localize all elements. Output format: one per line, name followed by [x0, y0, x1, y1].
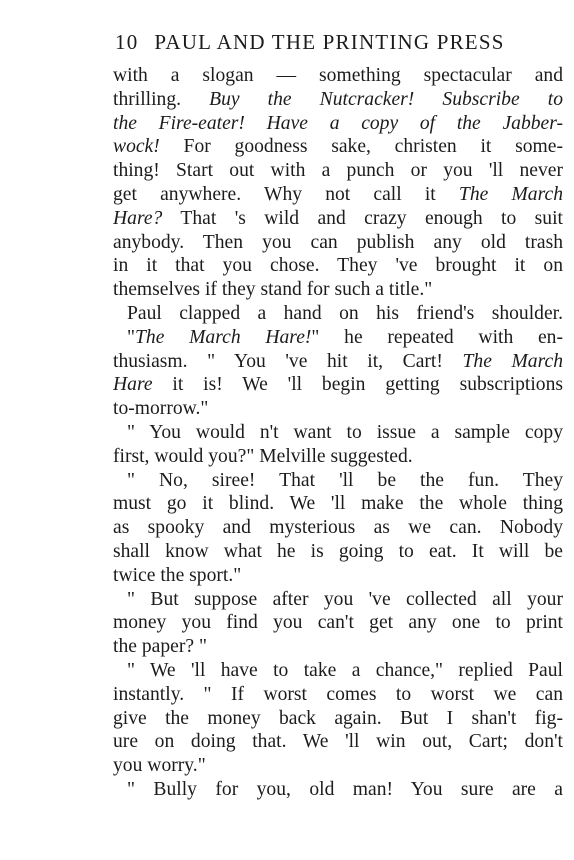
- text-line: [113, 635, 563, 659]
- page-number: 10: [115, 30, 139, 54]
- running-header: [115, 30, 565, 55]
- text-span: " No, siree! That 'll be the fun. They: [127, 469, 563, 491]
- text-line: [113, 421, 563, 445]
- text-line: [113, 754, 563, 778]
- text-span: to-morrow.": [113, 398, 209, 420]
- italic-text: Hare?: [113, 207, 163, 229]
- text-span: the paper? ": [113, 636, 207, 658]
- italic-text: the Fire-eater! Have a copy of the Jabber-: [113, 112, 563, 134]
- text-span: " We 'll have to take a chance," replied Paul: [127, 659, 563, 681]
- text-line: [113, 231, 563, 255]
- text-line: [113, 64, 563, 88]
- text-line: [113, 373, 563, 397]
- italic-text: Buy the Nutcracker! Subscribe to: [209, 88, 563, 110]
- text-span: " You would n't want to issue a sample copy: [127, 421, 563, 443]
- text-span: thing! Start out with a punch or you 'll never: [113, 160, 563, 182]
- text-line: [113, 88, 563, 112]
- text-span: get anywhere. Why not call it: [113, 183, 459, 205]
- text-line: [113, 659, 563, 683]
- text-line: [113, 135, 563, 159]
- text-line: [113, 611, 563, 635]
- text-span: For goodness sake, christen it some-: [159, 136, 563, 158]
- text-line: [113, 445, 563, 469]
- text-line: [113, 730, 563, 754]
- running-title: PAUL AND THE PRINTING PRESS: [154, 30, 505, 54]
- italic-text: wock!: [113, 136, 160, 158]
- text-line: [113, 326, 563, 350]
- text-span: in it that you chose. They 've brought it on: [113, 255, 563, 277]
- text-span: with a slogan — something spectacular and: [113, 65, 563, 86]
- text-span: thrilling.: [113, 88, 210, 110]
- italic-text: The March Hare!: [135, 326, 312, 348]
- text-line: [113, 469, 563, 493]
- italic-text: The March: [462, 350, 563, 372]
- text-span: must go it blind. We 'll make the whole thing: [113, 493, 563, 515]
- text-line: [113, 564, 563, 588]
- text-line: [113, 707, 563, 731]
- text-line: [113, 183, 563, 207]
- text-span: it is! We 'll begin getting subscriptions: [152, 374, 563, 396]
- text-line: [113, 207, 563, 231]
- text-span: That 's wild and crazy enough to suit: [162, 207, 563, 229]
- text-span: give the money back again. But I shan't fig-: [113, 707, 563, 729]
- text-span: Paul clapped a hand on his friend's shoulder.: [127, 302, 563, 324]
- italic-text: Hare: [113, 374, 153, 396]
- text-line: [113, 159, 563, 183]
- text-line: [113, 588, 563, 612]
- text-line: [113, 778, 563, 802]
- italic-text: The March: [458, 183, 563, 205]
- text-span: anybody. Then you can publish any old trash: [113, 231, 563, 253]
- text-line: [113, 516, 563, 540]
- text-line: [113, 350, 563, 374]
- text-span: themselves if they stand for such a title.": [113, 279, 433, 301]
- text-span: " he repeated with en-: [311, 326, 563, 348]
- text-line: [113, 540, 563, 564]
- text-span: twice the sport.": [113, 564, 242, 586]
- text-span: " Bully for you, old man! You sure are a: [127, 778, 563, 800]
- text-span: first, would you?" Melville suggested.: [113, 445, 413, 467]
- text-line: [113, 302, 563, 326]
- text-span: shall know what he is going to eat. It will be: [113, 540, 563, 562]
- text-line: [113, 278, 563, 302]
- text-span: " But suppose after you 've collected all your: [127, 588, 563, 610]
- text-line: [113, 397, 563, 421]
- text-span: instantly. " If worst comes to worst we can: [113, 683, 563, 705]
- text-span: ": [127, 326, 135, 348]
- text-span: thusiasm. " You 've hit it, Cart!: [113, 350, 463, 372]
- text-span: you worry.": [113, 755, 206, 777]
- text-line: [113, 683, 563, 707]
- text-span: as spooky and mysterious as we can. Nobody: [113, 517, 563, 539]
- text-span: money you find you can't get any one to print: [113, 612, 563, 634]
- text-line: [113, 112, 563, 136]
- text-line: [113, 492, 563, 516]
- text-span: ure on doing that. We 'll win out, Cart; don't: [113, 731, 563, 753]
- body-text: [113, 64, 563, 802]
- text-line: [113, 254, 563, 278]
